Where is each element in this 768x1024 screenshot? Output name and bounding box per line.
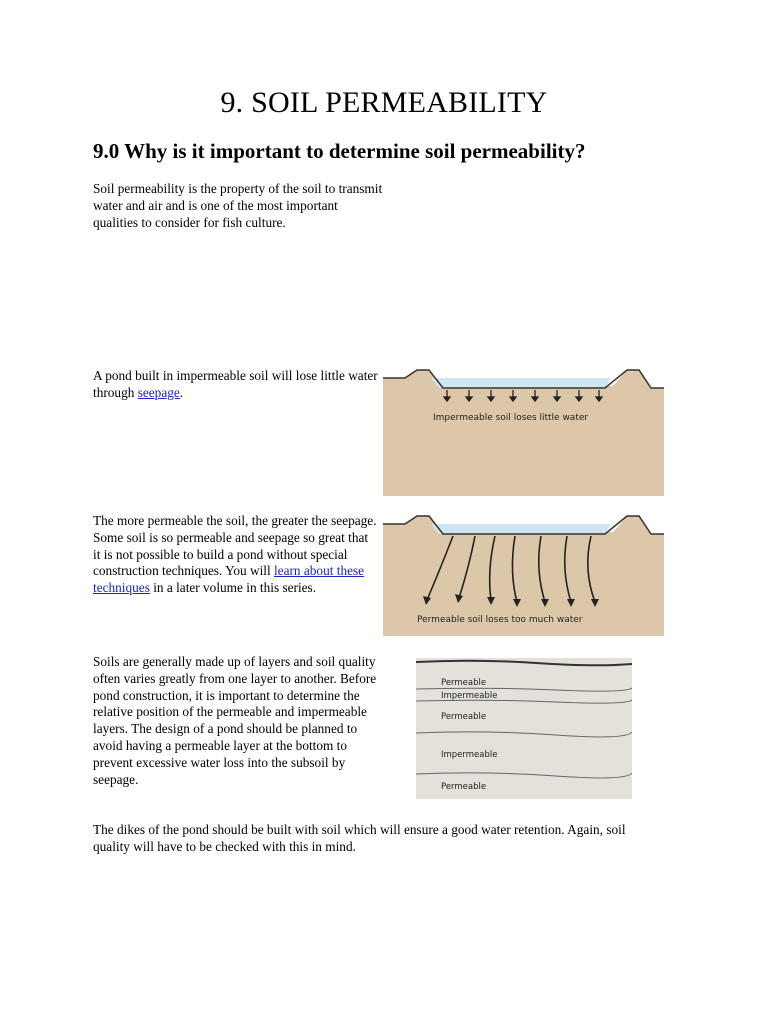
seepage-link[interactable]: seepage bbox=[137, 384, 180, 400]
pond-water bbox=[431, 378, 611, 388]
impermeable-soil-figure bbox=[383, 366, 664, 496]
section-heading: 9.0 Why is it important to determine soil permeability? bbox=[93, 139, 586, 163]
paragraph-permeable bbox=[93, 513, 378, 597]
paragraph-impermeable bbox=[93, 368, 378, 402]
paragraph-text: in a later volume in this series. bbox=[149, 580, 317, 596]
soil-layers-figure bbox=[416, 658, 632, 799]
layer-label-permeable-1: Permeable bbox=[441, 678, 487, 688]
pond-water bbox=[431, 524, 611, 534]
permeable-soil-figure bbox=[383, 512, 664, 636]
paragraph-text: A pond built in impermeable soil will lose little water through bbox=[93, 368, 378, 400]
techniques-link[interactable]: learn about these techniques bbox=[93, 563, 365, 596]
layer-label-permeable-2: Permeable bbox=[441, 712, 487, 722]
page-title: 9. SOIL PERMEABILITY bbox=[220, 86, 548, 119]
paragraph-layers: Soils are generally made up of layers and soil quality often varies greatly from one layer to another. Before pond construction, it is important to determine the relative position of the permeable and impermeable layers. The design of a pond should be planned to avoid having a permeable layer at the bottom to prevent excessive water loss into the subsoil by seepage. bbox=[93, 654, 377, 787]
layer-label-permeable-3: Permeable bbox=[441, 782, 487, 792]
paragraph-definition: Soil permeability is the property of the soil to transmit water and air and is one of the most important qualities to consider for fish culture. bbox=[93, 181, 383, 230]
paragraph-text: . bbox=[179, 384, 184, 400]
permeable-caption: Permeable soil loses too much water bbox=[417, 615, 583, 625]
impermeable-caption: Impermeable soil loses little water bbox=[433, 413, 589, 423]
paragraph-text: The more permeable the soil, the greater the seepage. Some soil is so permeable and seepage so great that it is not possible to build a pond without special construction techniques. You will bbox=[93, 513, 377, 579]
layer-label-impermeable-1: Impermeable bbox=[441, 691, 498, 701]
paragraph-dikes: The dikes of the pond should be built with soil which will ensure a good water retention. Again, soil quality will have to be checked with this in mind. bbox=[93, 822, 626, 854]
layer-label-impermeable-2: Impermeable bbox=[441, 750, 498, 760]
